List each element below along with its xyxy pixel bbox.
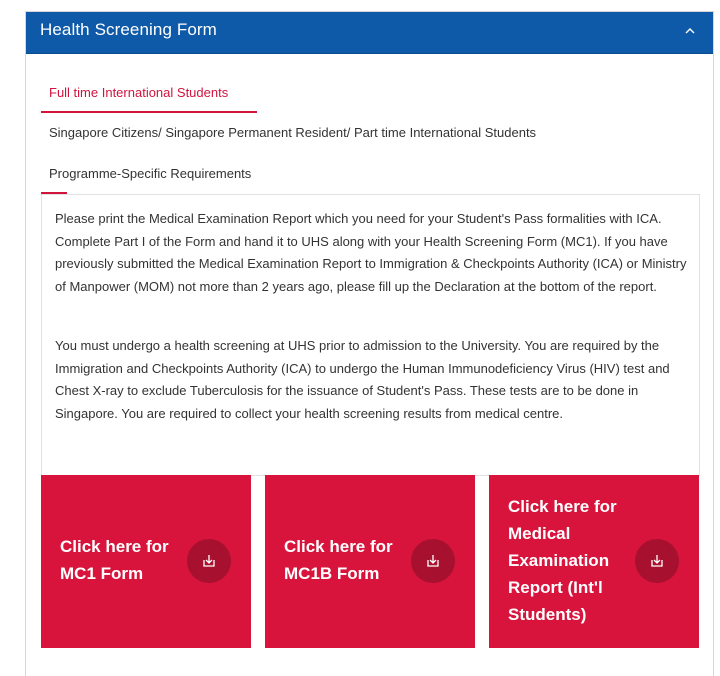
tab-content: [41, 194, 700, 476]
chevron-up-icon[interactable]: [681, 21, 699, 39]
card-label: Click here for Medical Examination Report (Int'l Students): [508, 497, 617, 624]
paragraph-health-screening: You must undergo a health screening at UHS prior to admission to the University. You are required by the Immigration and Checkpoints Authority (ICA) to undergo the Human Immunodeficiency Virus (HIV) test and Chest X-ray to exclude Tuberculosis for the issuance of Student's Pass. These tests are to be done in Singapore. You are required to collect your health screening results from medical centre.: [55, 338, 670, 421]
card-label: Click here for MC1B Form: [284, 537, 393, 583]
download-icon: [411, 539, 455, 583]
tab-programme-specific[interactable]: Programme-Specific Requirements: [49, 166, 252, 181]
health-screening-panel: [25, 11, 714, 676]
download-icon: [187, 539, 231, 583]
tab-full-time-international[interactable]: Full time International Students: [49, 85, 229, 100]
download-icon: [635, 539, 679, 583]
mc1b-form-download-button[interactable]: [265, 475, 475, 648]
medical-examination-report-download-button[interactable]: [489, 475, 699, 648]
active-tab-indicator: [41, 111, 257, 113]
card-label: Click here for MC1 Form: [60, 537, 169, 583]
panel-header[interactable]: [26, 12, 713, 54]
paragraph-medical-report: Please print the Medical Examination Report which you need for your Student's Pass formalities with ICA. Complete Part I of the Form and hand it to UHS along with your Health Screening Form (MC1). If you have previously submitted the Medical Examination Report to Immigration & Checkpoints Authority (ICA) or Ministry of Manpower (MOM) not more than 2 years ago, please fill up the Declaration at the bottom of the report.: [55, 211, 687, 294]
panel-title: Health Screening Form: [40, 20, 217, 39]
tab-citizens-pr-part-time[interactable]: Singapore Citizens/ Singapore Permanent Resident/ Part time International Students: [49, 125, 537, 140]
mc1-form-download-button[interactable]: [41, 475, 251, 648]
